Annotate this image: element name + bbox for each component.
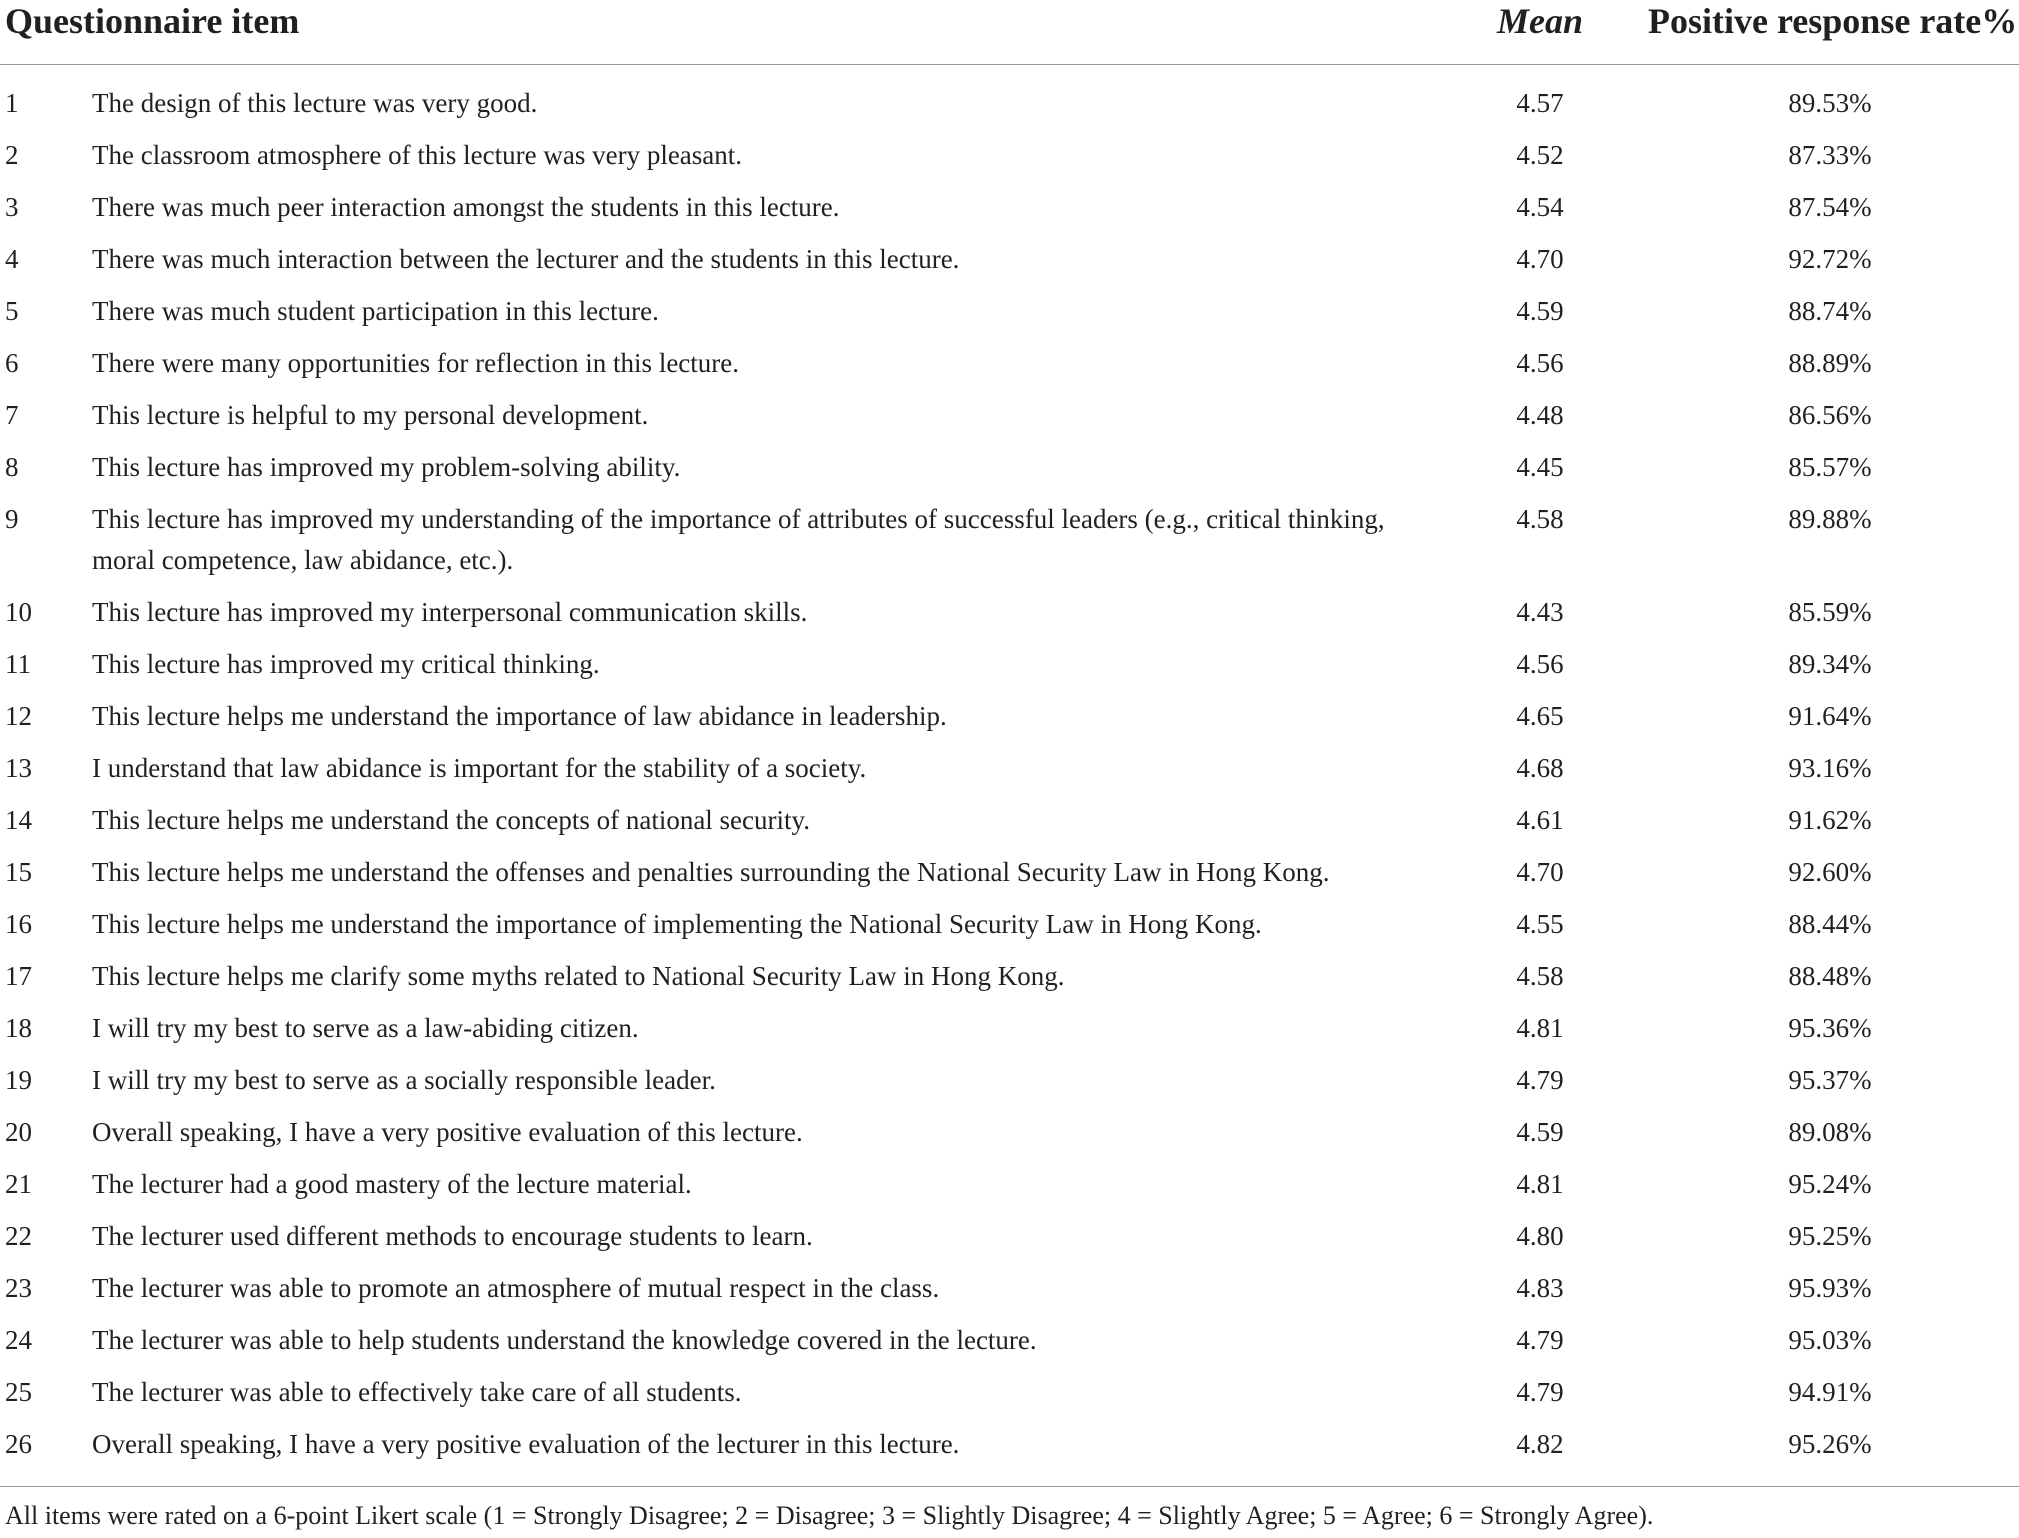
- row-item-text: This lecture is helpful to my personal development.: [92, 400, 649, 430]
- row-mean: 4.55: [1516, 909, 1564, 939]
- row-number: 16: [5, 909, 32, 939]
- row-item-text: The design of this lecture was very good.: [92, 88, 538, 118]
- row-mean: 4.61: [1516, 805, 1564, 835]
- row-mean: 4.65: [1516, 701, 1564, 731]
- row-mean: 4.59: [1516, 1117, 1564, 1147]
- row-positive-rate: 88.89%: [1788, 348, 1872, 378]
- row-number: 15: [5, 857, 32, 887]
- row-positive-rate: 95.25%: [1788, 1221, 1872, 1251]
- row-item-text: There were many opportunities for reflection in this lecture.: [92, 348, 740, 378]
- row-number: 7: [5, 400, 19, 430]
- footer-divider: [0, 1486, 2019, 1487]
- row-number: 19: [5, 1065, 32, 1095]
- table-row: [0, 1164, 2019, 1216]
- row-number: 6: [5, 348, 19, 378]
- row-mean: 4.79: [1516, 1377, 1564, 1407]
- header-mean: Mean: [1497, 1, 1584, 41]
- header-positive-response-rate: Positive response rate%: [1648, 1, 2018, 41]
- table-row: [0, 592, 2019, 644]
- table-row: [0, 904, 2019, 956]
- row-positive-rate: 95.36%: [1788, 1013, 1872, 1043]
- row-positive-rate: 85.57%: [1788, 452, 1872, 482]
- table-row: [0, 956, 2019, 1008]
- row-item-text: This lecture helps me understand the importance of implementing the National Security Law in Hong Kong.: [92, 909, 1262, 939]
- row-item-text: There was much interaction between the lecturer and the students in this lecture.: [92, 244, 960, 274]
- row-mean: 4.56: [1516, 348, 1564, 378]
- row-item-text: This lecture helps me clarify some myths related to National Security Law in Hong Kong.: [92, 961, 1065, 991]
- row-number: 5: [5, 296, 19, 326]
- row-positive-rate: 93.16%: [1788, 753, 1872, 783]
- table-row: [0, 1372, 2019, 1424]
- table-row: [0, 1320, 2019, 1372]
- row-mean: 4.52: [1516, 140, 1564, 170]
- row-item-text: The classroom atmosphere of this lecture was very pleasant.: [92, 140, 743, 170]
- row-mean: 4.58: [1516, 504, 1564, 534]
- row-mean: 4.68: [1516, 753, 1564, 783]
- row-positive-rate: 89.53%: [1788, 88, 1872, 118]
- table-body: [0, 83, 2019, 1476]
- row-number: 1: [5, 88, 19, 118]
- row-positive-rate: 89.88%: [1788, 504, 1872, 534]
- table-row: [0, 748, 2019, 800]
- row-number: 17: [5, 961, 32, 991]
- row-number: 9: [5, 504, 19, 534]
- row-number: 12: [5, 701, 32, 731]
- row-number: 20: [5, 1117, 32, 1147]
- row-item-text: This lecture has improved my problem-solving ability.: [92, 452, 681, 482]
- row-number: 21: [5, 1169, 32, 1199]
- row-mean: 4.80: [1516, 1221, 1564, 1251]
- row-item-text: I will try my best to serve as a socially responsible leader.: [92, 1065, 716, 1095]
- row-item-text: This lecture has improved my understanding of the importance of attributes of successful leaders (e.g., critical thinking, moral competence, law abidance, etc.).: [92, 504, 1385, 575]
- row-mean: 4.79: [1516, 1325, 1564, 1355]
- row-item-text: The lecturer had a good mastery of the lecture material.: [92, 1169, 692, 1199]
- row-item-text: This lecture helps me understand the offenses and penalties surrounding the National Security Law in Hong Kong.: [92, 857, 1330, 887]
- row-mean: 4.54: [1516, 192, 1564, 222]
- row-number: 25: [5, 1377, 32, 1407]
- header-divider: [0, 64, 2019, 65]
- row-mean: 4.45: [1516, 452, 1564, 482]
- table-row: [0, 1216, 2019, 1268]
- row-item-text: This lecture has improved my interpersonal communication skills.: [92, 597, 808, 627]
- table-row: [0, 343, 2019, 395]
- row-number: 8: [5, 452, 19, 482]
- row-number: 11: [5, 649, 31, 679]
- row-number: 10: [5, 597, 32, 627]
- row-mean: 4.43: [1516, 597, 1564, 627]
- table-footnote: All items were rated on a 6-point Likert scale (1 = Strongly Disagree; 2 = Disagree; 3 = Slightly Disagree; 4 = Slightly Agree; 5 = Agree; 6 = Strongly Agree).: [5, 1501, 1654, 1530]
- row-positive-rate: 92.72%: [1788, 244, 1872, 274]
- row-item-text: There was much student participation in this lecture.: [92, 296, 659, 326]
- row-item-text: I understand that law abidance is important for the stability of a society.: [92, 753, 867, 783]
- table-row: [0, 447, 2019, 499]
- row-mean: 4.48: [1516, 400, 1564, 430]
- table-row: [0, 395, 2019, 447]
- row-mean: 4.81: [1516, 1013, 1564, 1043]
- row-item-text: I will try my best to serve as a law-abiding citizen.: [92, 1013, 639, 1043]
- row-mean: 4.82: [1516, 1429, 1564, 1459]
- row-positive-rate: 95.26%: [1788, 1429, 1872, 1459]
- table-row: [0, 852, 2019, 904]
- row-number: 14: [5, 805, 32, 835]
- row-item-text: This lecture has improved my critical thinking.: [92, 649, 600, 679]
- row-positive-rate: 87.54%: [1788, 192, 1872, 222]
- row-number: 3: [5, 192, 19, 222]
- row-number: 22: [5, 1221, 32, 1251]
- row-positive-rate: 95.24%: [1788, 1169, 1872, 1199]
- row-positive-rate: 95.93%: [1788, 1273, 1872, 1303]
- row-positive-rate: 94.91%: [1788, 1377, 1872, 1407]
- row-positive-rate: 89.34%: [1788, 649, 1872, 679]
- row-item-text: The lecturer was able to effectively take care of all students.: [92, 1377, 742, 1407]
- table-row: [0, 800, 2019, 852]
- table-row: [0, 1060, 2019, 1112]
- row-mean: 4.70: [1516, 857, 1564, 887]
- table-row: [0, 644, 2019, 696]
- table-row: [0, 135, 2019, 187]
- table-row: [0, 83, 2019, 135]
- row-positive-rate: 88.44%: [1788, 909, 1872, 939]
- row-item-text: Overall speaking, I have a very positive evaluation of the lecturer in this lecture.: [92, 1429, 960, 1459]
- table-row: [0, 1424, 2019, 1476]
- table-row: [0, 1112, 2019, 1164]
- row-item-text: The lecturer was able to help students understand the knowledge covered in the lecture.: [92, 1325, 1037, 1355]
- row-number: 18: [5, 1013, 32, 1043]
- row-positive-rate: 88.48%: [1788, 961, 1872, 991]
- row-number: 23: [5, 1273, 32, 1303]
- row-positive-rate: 86.56%: [1788, 400, 1872, 430]
- row-positive-rate: 85.59%: [1788, 597, 1872, 627]
- row-item-text: Overall speaking, I have a very positive evaluation of this lecture.: [92, 1117, 803, 1147]
- row-number: 24: [5, 1325, 32, 1355]
- table-row: [0, 291, 2019, 343]
- row-mean: 4.70: [1516, 244, 1564, 274]
- row-positive-rate: 95.03%: [1788, 1325, 1872, 1355]
- row-number: 26: [5, 1429, 32, 1459]
- row-mean: 4.57: [1516, 88, 1564, 118]
- row-positive-rate: 87.33%: [1788, 140, 1872, 170]
- table-row: [0, 239, 2019, 291]
- row-mean: 4.58: [1516, 961, 1564, 991]
- row-item-text: The lecturer used different methods to encourage students to learn.: [92, 1221, 813, 1251]
- row-item-text: There was much peer interaction amongst the students in this lecture.: [92, 192, 840, 222]
- row-positive-rate: 92.60%: [1788, 857, 1872, 887]
- header-questionnaire-item: Questionnaire item: [5, 1, 300, 41]
- row-positive-rate: 91.62%: [1788, 805, 1872, 835]
- row-positive-rate: 88.74%: [1788, 296, 1872, 326]
- row-mean: 4.56: [1516, 649, 1564, 679]
- row-item-text: The lecturer was able to promote an atmosphere of mutual respect in the class.: [92, 1273, 940, 1303]
- row-positive-rate: 95.37%: [1788, 1065, 1872, 1095]
- table-row: [0, 1268, 2019, 1320]
- row-number: 2: [5, 140, 19, 170]
- row-mean: 4.81: [1516, 1169, 1564, 1199]
- table-header: [0, 0, 2019, 58]
- row-item-text: This lecture helps me understand the concepts of national security.: [92, 805, 811, 835]
- table-row: [0, 696, 2019, 748]
- row-positive-rate: 91.64%: [1788, 701, 1872, 731]
- row-mean: 4.79: [1516, 1065, 1564, 1095]
- row-mean: 4.59: [1516, 296, 1564, 326]
- row-positive-rate: 89.08%: [1788, 1117, 1872, 1147]
- table-row: [0, 187, 2019, 239]
- table-row: [0, 1008, 2019, 1060]
- row-mean: 4.83: [1516, 1273, 1564, 1303]
- row-number: 13: [5, 753, 32, 783]
- table-row: [0, 499, 2019, 592]
- row-number: 4: [5, 244, 19, 274]
- row-item-text: This lecture helps me understand the importance of law abidance in leadership.: [92, 701, 947, 731]
